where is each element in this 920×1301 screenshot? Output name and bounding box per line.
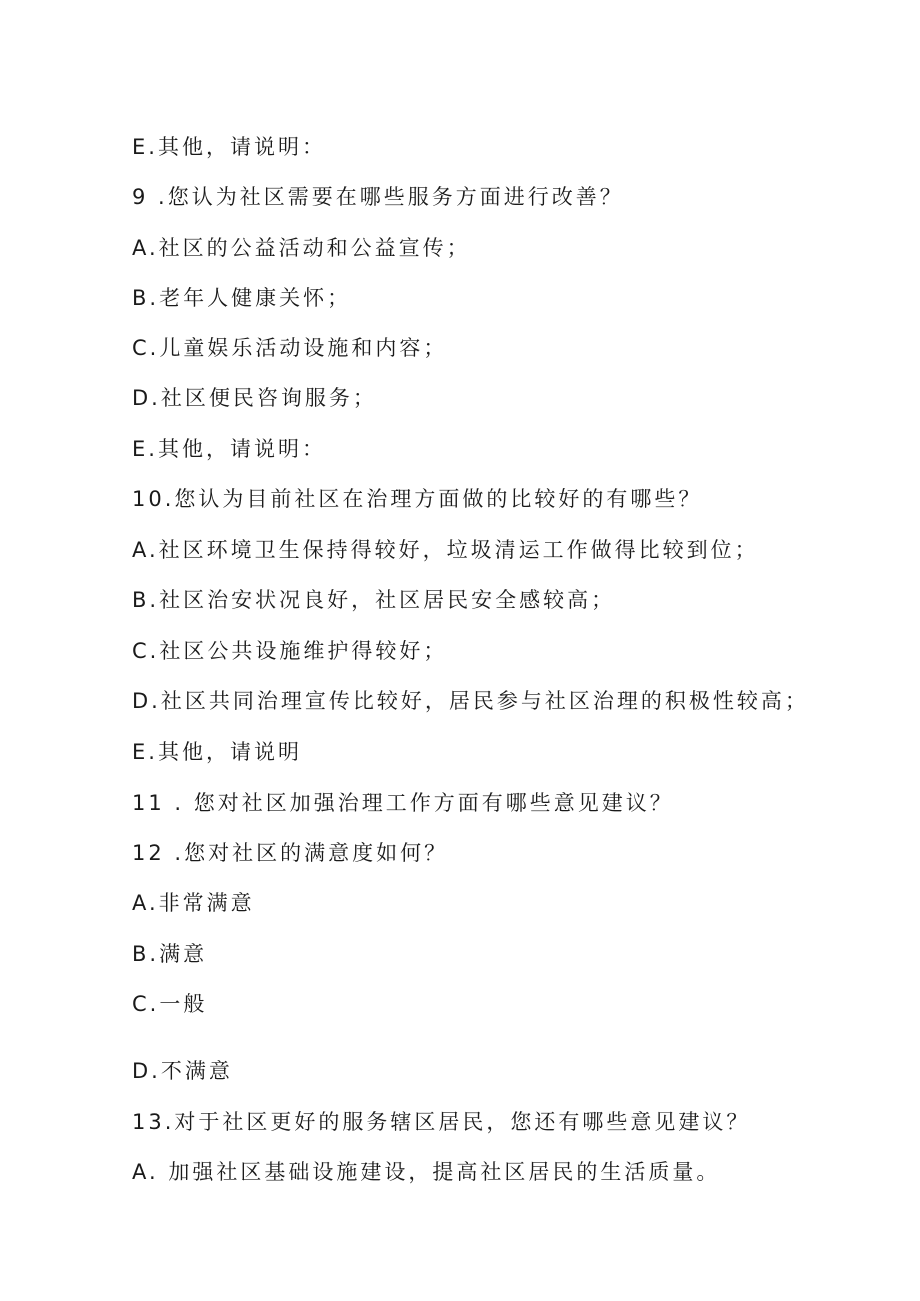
option-9e-previous: E.其他，请说明： — [132, 135, 326, 159]
option-9e: E.其他，请说明： — [132, 437, 326, 461]
question-12: 12 .您对社区的满意度如何？ — [132, 841, 449, 865]
option-12c: C.一般 — [132, 992, 208, 1016]
question-9: 9 .您认为社区需要在哪些服务方面进行改善？ — [132, 185, 624, 209]
option-12b: B.满意 — [132, 942, 208, 966]
option-9b: B.老年人健康关怀； — [132, 286, 352, 310]
option-10d: D.社区共同治理宣传比较好，居民参与社区治理的积极性较高； — [132, 689, 809, 713]
option-13a: A. 加强社区基础设施建设，提高社区居民的生活质量。 — [132, 1160, 721, 1184]
question-11: 11 . 您对社区加强治理工作方面有哪些意见建议？ — [132, 791, 674, 815]
option-9a: A.社区的公益活动和公益宣传； — [132, 236, 471, 260]
option-12d: D.不满意 — [132, 1059, 233, 1083]
option-10a: A.社区环境卫生保持得较好，垃圾清运工作做得比较到位； — [132, 538, 759, 562]
option-12a: A.非常满意 — [132, 891, 255, 915]
option-9c: C.儿童娱乐活动设施和内容； — [132, 336, 448, 360]
question-13: 13.对于社区更好的服务辖区居民，您还有哪些意见建议？ — [132, 1110, 751, 1134]
option-9d: D.社区便民咨询服务； — [132, 386, 377, 410]
option-10b: B.社区治安状况良好，社区居民安全感较高； — [132, 588, 616, 612]
option-10e: E.其他，请说明 — [132, 740, 302, 764]
question-10: 10.您认为目前社区在治理方面做的比较好的有哪些？ — [132, 487, 703, 511]
option-10c: C.社区公共设施维护得较好； — [132, 639, 448, 663]
